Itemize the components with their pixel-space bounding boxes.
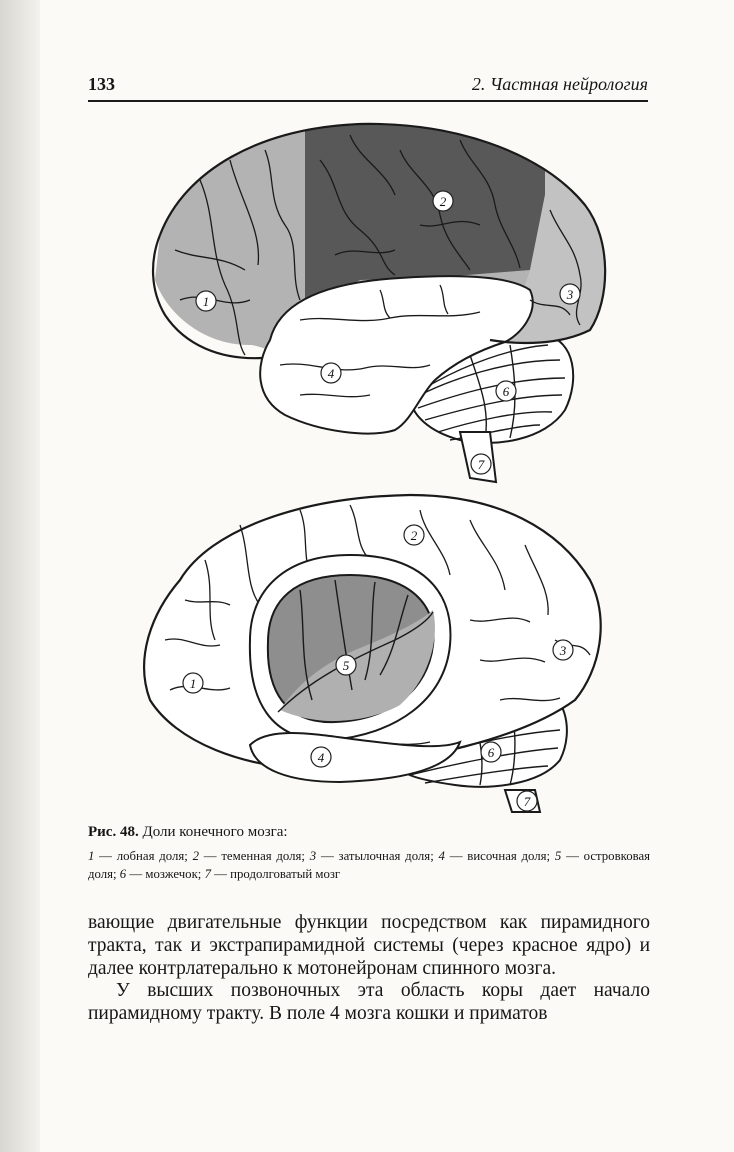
bottom-label-3: [553, 640, 573, 660]
top-brain-lateral-view: [140, 110, 620, 482]
top-label-1: [196, 291, 216, 311]
caption-label: Рис. 48.: [88, 824, 139, 840]
bottom-brain-insula-view: [144, 495, 601, 812]
caption-title-text: Доли конечного мозга:: [142, 824, 288, 840]
legend-item: 2 — теменная доля;: [192, 849, 305, 863]
figure-caption: [88, 822, 650, 883]
bottom-label-7: [517, 791, 537, 811]
svg-text:3: 3: [566, 287, 574, 302]
svg-text:2: 2: [439, 194, 447, 209]
legend-item: 5 — островковая доля;: [88, 849, 651, 881]
legend-item: 7 — продолговатый мозг: [204, 867, 341, 881]
page-number: 133: [88, 74, 115, 94]
bottom-label-6: [481, 742, 501, 762]
top-label-6: [496, 381, 516, 401]
paragraph-1: вающие двигательные функции посредством как пирамидного тракта, так и экстрапирамидной системы (через красное ядро) и далее контрлатерально к мотонейронам спинного мозга.: [88, 912, 650, 979]
bottom-label-4: [311, 747, 331, 767]
chapter-title: 2. Частная нейрология: [471, 74, 648, 94]
svg-text:6: 6: [487, 745, 495, 760]
svg-text:7: 7: [523, 794, 531, 809]
bottom-label-5: [336, 655, 356, 675]
svg-text:3: 3: [559, 643, 567, 658]
svg-text:6: 6: [502, 384, 510, 399]
top-label-3: [560, 284, 580, 304]
legend-item: 6 — мозжечок;: [119, 867, 202, 881]
top-label-2: [433, 191, 453, 211]
svg-text:1: 1: [189, 676, 197, 691]
svg-text:5: 5: [342, 658, 350, 673]
svg-text:4: 4: [327, 366, 335, 381]
svg-text:2: 2: [410, 528, 418, 543]
paragraph-2: У высших позвоночных эта область коры дает начало пирамидному тракту. В поле 4 мозга кошки и приматов: [88, 980, 650, 1025]
bottom-label-1: [183, 673, 203, 693]
legend-item: 1 — лобная доля;: [88, 849, 188, 863]
legend-item: 3 — затылочная доля;: [309, 849, 434, 863]
svg-text:1: 1: [202, 294, 210, 309]
caption-legend: [88, 847, 650, 883]
svg-text:7: 7: [477, 457, 485, 472]
svg-text:4: 4: [317, 750, 325, 765]
body-text: [88, 912, 650, 1026]
top-label-7: [471, 454, 491, 474]
bottom-label-2: [404, 525, 424, 545]
legend-item: 4 — височная доля;: [438, 849, 551, 863]
top-label-4: [321, 363, 341, 383]
caption-title: [88, 822, 650, 842]
